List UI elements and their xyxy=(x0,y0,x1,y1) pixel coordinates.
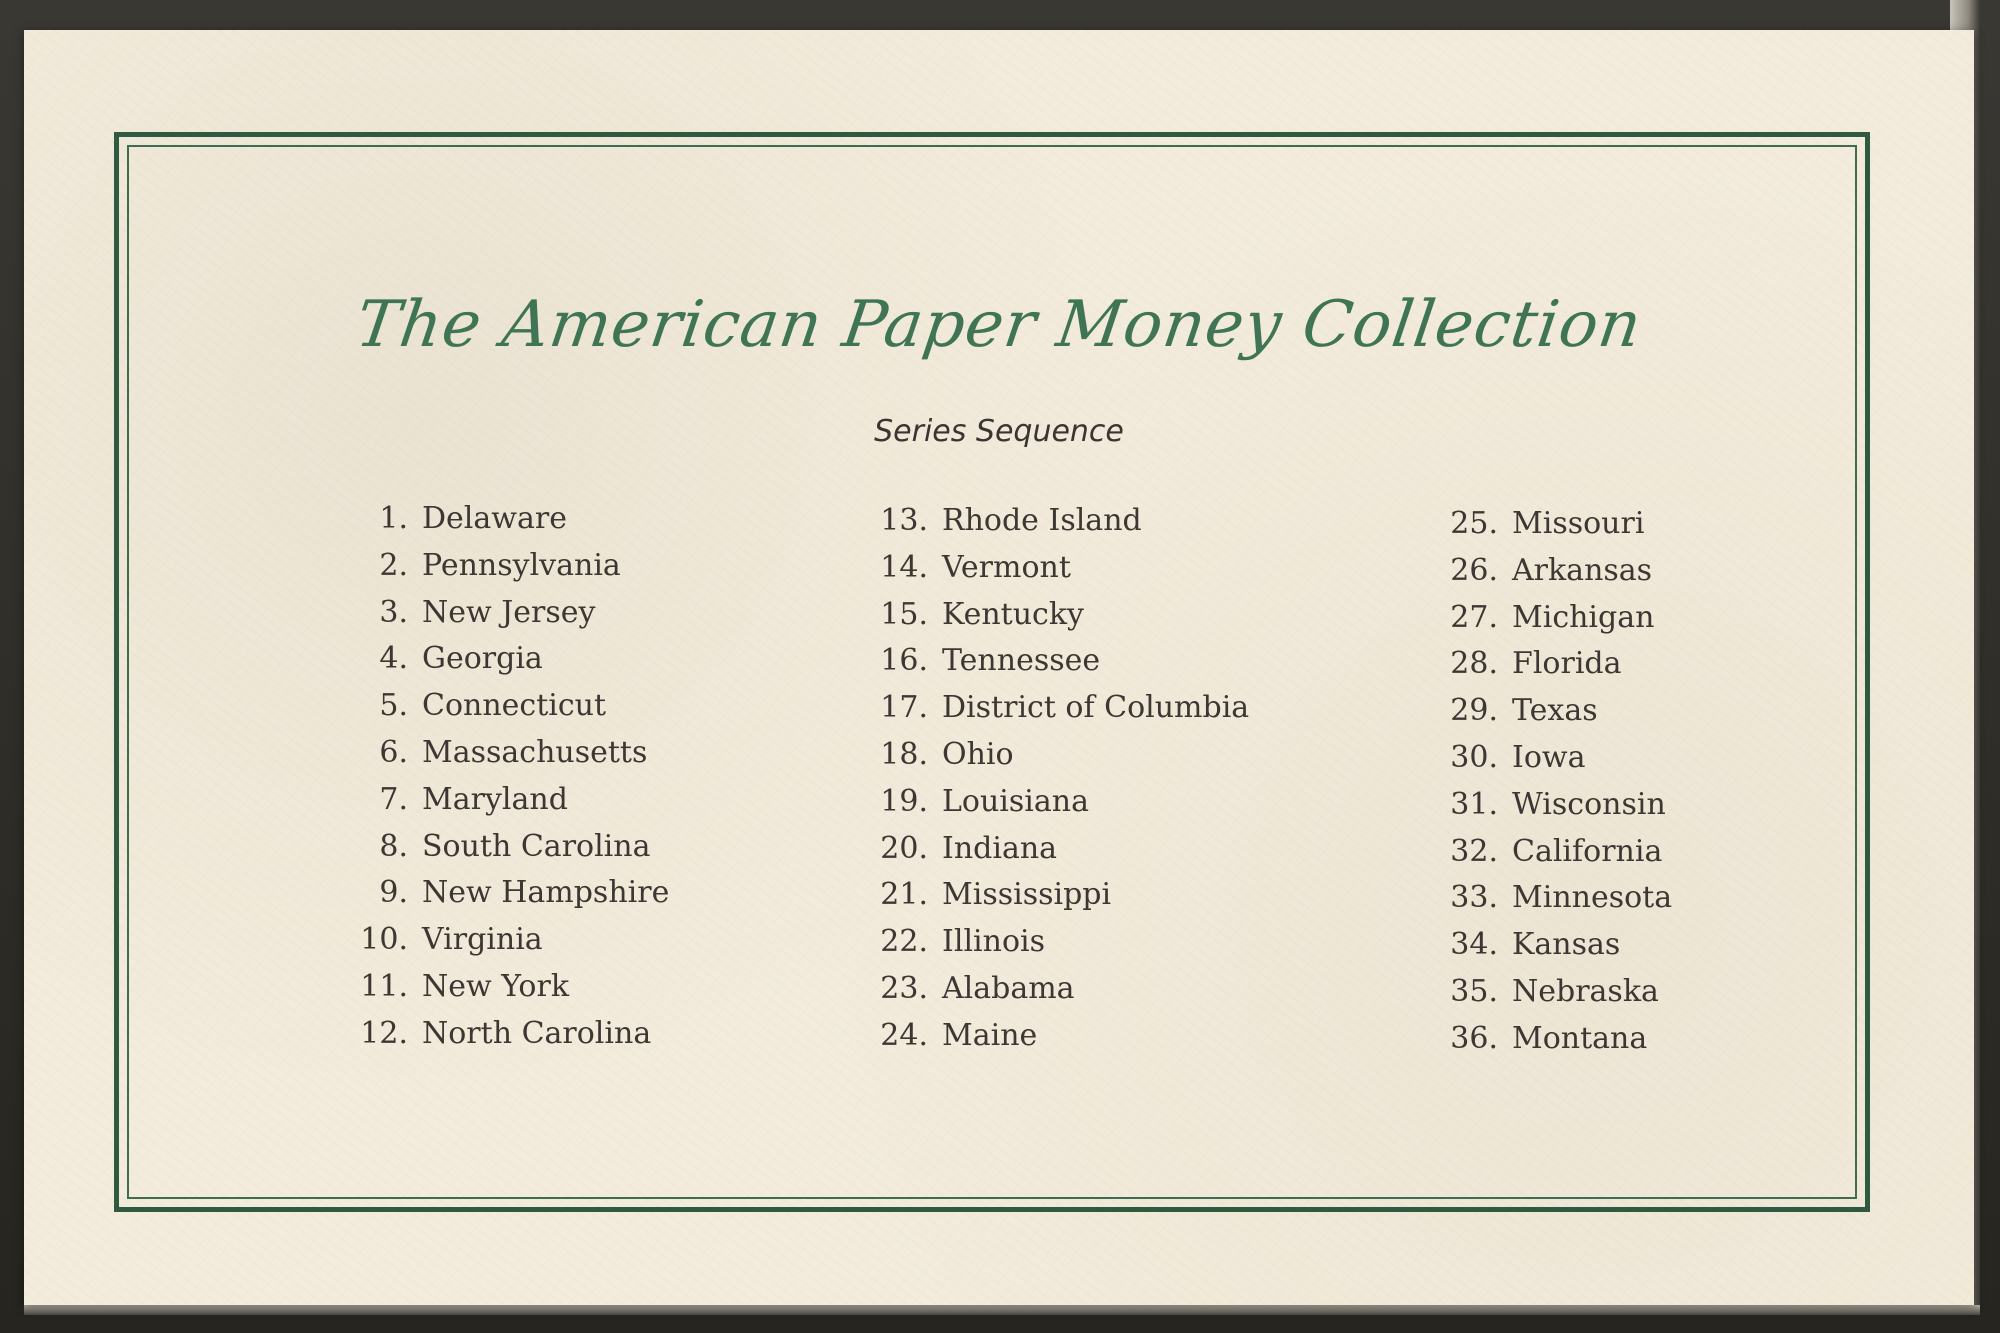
item-number: 21. xyxy=(880,877,928,913)
list-item xyxy=(324,730,669,777)
item-number: 36. xyxy=(1450,1020,1498,1056)
list-item xyxy=(844,826,1249,873)
item-state-name: Pennsylvania xyxy=(422,547,621,583)
list-item xyxy=(324,870,669,917)
item-state-name: New York xyxy=(422,968,569,1004)
item-number: 34. xyxy=(1450,927,1498,963)
list-item xyxy=(1414,782,1672,829)
list-item xyxy=(1414,1016,1672,1063)
list-item xyxy=(844,872,1249,919)
item-state-name: Mississippi xyxy=(942,877,1112,913)
list-item xyxy=(844,592,1249,639)
item-state-name: Michigan xyxy=(1512,599,1655,635)
card-title: The American Paper Money Collection xyxy=(351,288,1647,362)
item-state-name: North Carolina xyxy=(422,1015,652,1051)
item-state-name: Rhode Island xyxy=(942,503,1142,538)
item-number: 14. xyxy=(880,549,928,585)
item-state-name: Tennessee xyxy=(942,643,1101,679)
item-number: 30. xyxy=(1450,739,1498,775)
item-state-name: Nebraska xyxy=(1512,973,1659,1009)
item-state-name: California xyxy=(1512,833,1663,869)
list-item xyxy=(324,496,669,543)
item-number: 25. xyxy=(1450,506,1498,541)
list-item xyxy=(844,732,1249,779)
list-item xyxy=(324,1011,669,1058)
item-number: 22. xyxy=(880,924,928,960)
item-state-name: Georgia xyxy=(422,641,543,677)
list-item xyxy=(324,917,669,964)
item-state-name: Texas xyxy=(1512,693,1598,729)
list-item xyxy=(844,966,1249,1013)
item-state-name: Maine xyxy=(942,1017,1038,1053)
item-number: 33. xyxy=(1450,880,1498,916)
item-number: 2. xyxy=(379,547,408,583)
item-state-name: Minnesota xyxy=(1512,880,1673,916)
list-item xyxy=(1414,922,1672,969)
item-number: 16. xyxy=(880,643,928,679)
item-state-name: Missouri xyxy=(1512,506,1645,541)
item-state-name: Kansas xyxy=(1512,927,1621,963)
item-number: 27. xyxy=(1450,599,1498,635)
item-number: 17. xyxy=(880,690,928,726)
item-state-name: Florida xyxy=(1512,646,1622,682)
item-state-name: Maryland xyxy=(422,781,568,817)
item-state-name: Alabama xyxy=(942,970,1075,1006)
item-state-name: Massachusetts xyxy=(422,734,648,770)
list-item xyxy=(324,777,669,824)
item-number: 12. xyxy=(360,1015,408,1051)
card-bottom-edge xyxy=(24,1305,1980,1315)
item-number: 19. xyxy=(880,783,928,819)
list-item xyxy=(1414,688,1672,735)
item-number: 13. xyxy=(880,503,928,538)
list-item xyxy=(1414,641,1672,688)
item-state-name: Ohio xyxy=(942,736,1014,772)
item-state-name: Wisconsin xyxy=(1512,786,1666,822)
item-number: 26. xyxy=(1450,552,1498,588)
item-number: 15. xyxy=(880,596,928,632)
list-item xyxy=(1414,735,1672,782)
sequence-column-1 xyxy=(324,496,669,1058)
item-state-name: Montana xyxy=(1512,1020,1648,1056)
list-item xyxy=(844,779,1249,826)
item-number: 24. xyxy=(880,1017,928,1053)
item-number: 7. xyxy=(379,781,408,817)
item-state-name: Arkansas xyxy=(1512,552,1653,588)
item-number: 4. xyxy=(379,641,408,677)
item-state-name: District of Columbia xyxy=(942,690,1250,726)
item-number: 31. xyxy=(1450,786,1498,822)
item-state-name: Louisiana xyxy=(942,783,1089,819)
list-item xyxy=(324,590,669,637)
list-item xyxy=(324,543,669,590)
item-state-name: Kentucky xyxy=(942,596,1084,632)
list-item xyxy=(844,638,1249,685)
item-number: 3. xyxy=(379,594,408,630)
list-item xyxy=(844,545,1249,592)
item-number: 29. xyxy=(1450,693,1498,729)
item-number: 11. xyxy=(360,968,408,1004)
item-state-name: Virginia xyxy=(422,922,543,958)
item-number: 9. xyxy=(379,875,408,911)
item-state-name: Indiana xyxy=(942,830,1058,866)
item-number: 32. xyxy=(1450,833,1498,869)
item-number: 8. xyxy=(379,828,408,864)
list-item xyxy=(1414,875,1672,922)
list-item xyxy=(1414,969,1672,1016)
item-state-name: Delaware xyxy=(422,501,567,536)
item-number: 1. xyxy=(379,501,408,536)
item-state-name: Vermont xyxy=(942,549,1071,585)
item-state-name: Iowa xyxy=(1512,739,1586,775)
item-number: 28. xyxy=(1450,646,1498,682)
item-number: 18. xyxy=(880,736,928,772)
list-item xyxy=(324,824,669,871)
item-number: 10. xyxy=(360,922,408,958)
list-item xyxy=(844,498,1249,545)
list-item xyxy=(324,683,669,730)
list-item xyxy=(1414,595,1672,642)
collection-card xyxy=(24,30,1974,1305)
list-item xyxy=(844,919,1249,966)
list-item xyxy=(324,964,669,1011)
list-item xyxy=(844,685,1249,732)
list-item xyxy=(324,636,669,683)
sequence-column-3 xyxy=(1414,501,1672,1063)
list-item xyxy=(844,1013,1249,1060)
sequence-column-2 xyxy=(844,498,1249,1060)
item-number: 23. xyxy=(880,970,928,1006)
item-state-name: Illinois xyxy=(942,924,1046,960)
item-state-name: New Jersey xyxy=(422,594,596,630)
item-number: 6. xyxy=(379,734,408,770)
item-number: 35. xyxy=(1450,973,1498,1009)
list-item xyxy=(1414,501,1672,548)
item-state-name: New Hampshire xyxy=(422,875,670,911)
list-item xyxy=(1414,829,1672,876)
list-item xyxy=(1414,548,1672,595)
item-state-name: Connecticut xyxy=(422,688,607,724)
item-number: 5. xyxy=(379,688,408,724)
item-number: 20. xyxy=(880,830,928,866)
card-subtitle: Series Sequence xyxy=(874,414,1124,449)
item-state-name: South Carolina xyxy=(422,828,651,864)
